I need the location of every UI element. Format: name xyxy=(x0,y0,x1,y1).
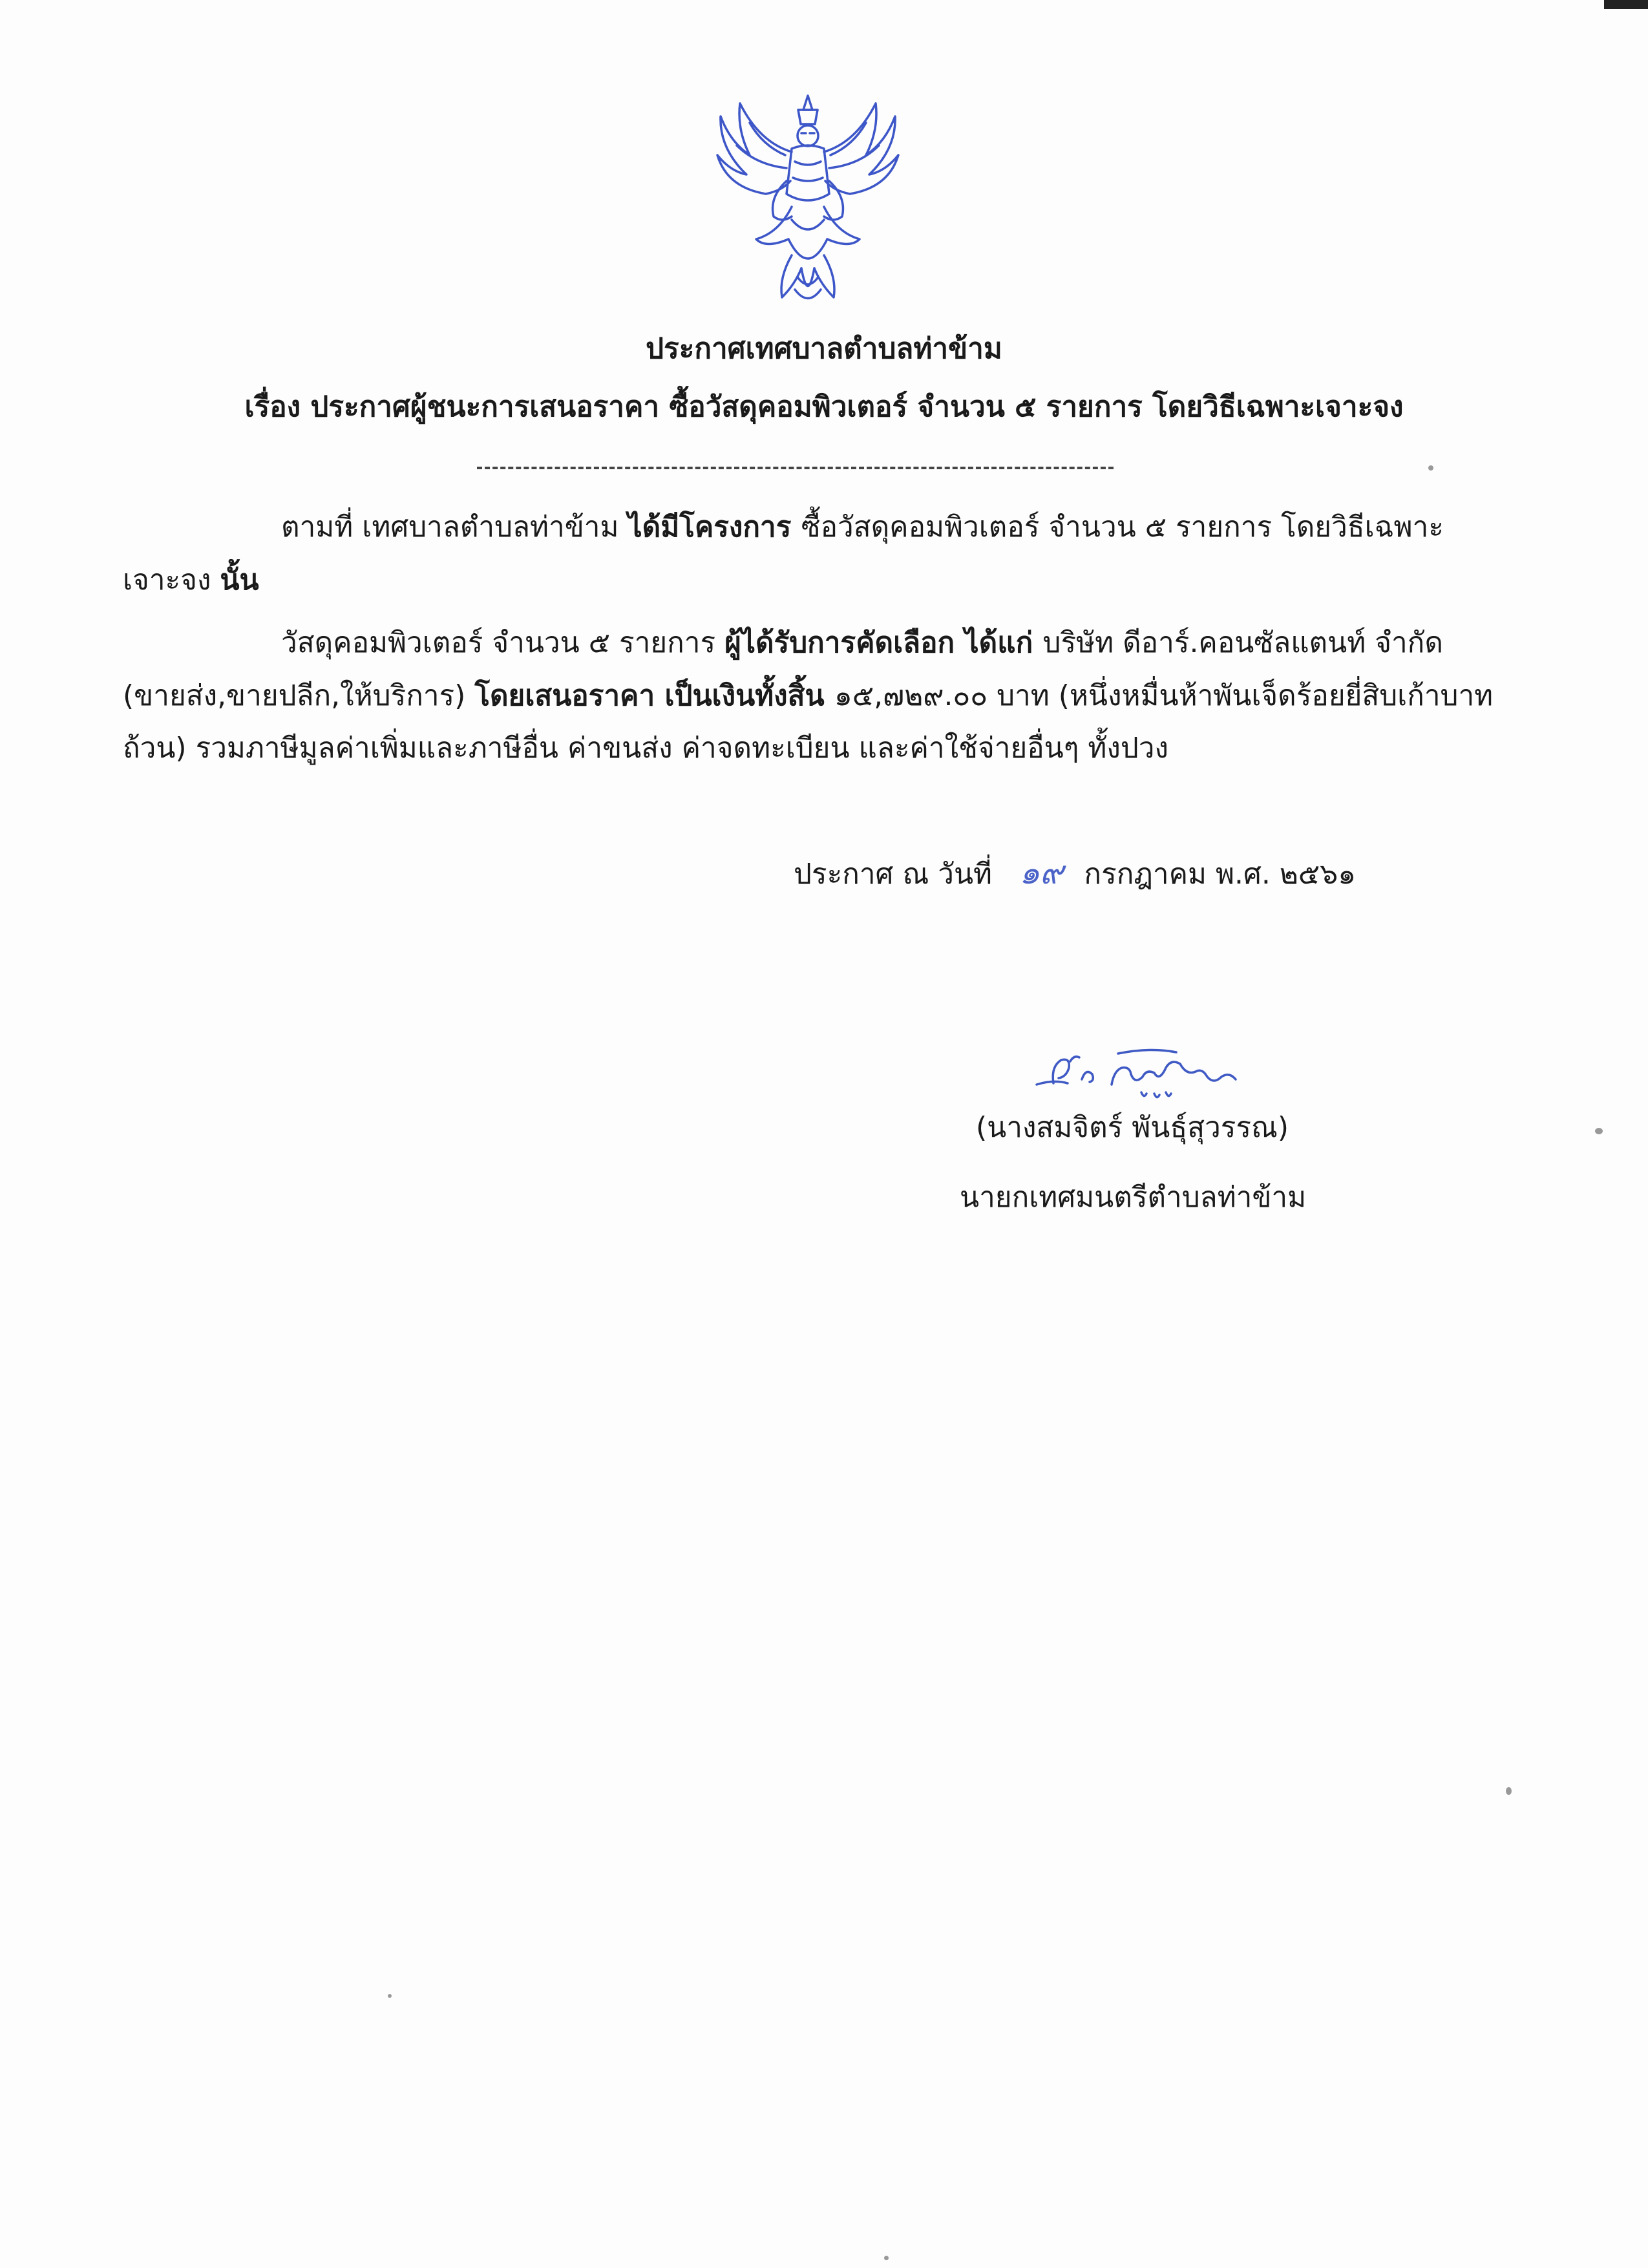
signatory-name: (นางสมจิตร์ พันธุ์สุวรรณ) xyxy=(976,1111,1289,1144)
garuda-emblem-icon xyxy=(701,84,914,317)
date-month-year: กรกฎาคม พ.ศ. ๒๕๖๑ xyxy=(1084,858,1357,891)
scan-speck xyxy=(1506,1787,1512,1795)
paragraph-2-line-1 xyxy=(281,624,1443,662)
para1-text-c: ซื้อวัสดุคอมพิวเตอร์ จำนวน ๕ รายการ โดยวิธีเฉพาะ xyxy=(801,511,1444,544)
scan-speck xyxy=(1595,1128,1603,1134)
date-prefix: ประกาศ ณ วันที่ xyxy=(794,858,993,891)
scan-speck xyxy=(1428,465,1433,471)
date-day-handwritten: ๑๙ xyxy=(1019,854,1064,891)
paragraph-2-line-3: ถ้วน) รวมภาษีมูลค่าเพิ่มและภาษีอื่น ค่าขนส่ง ค่าจดทะเบียน และค่าใช้จ่ายอื่นๆ ทั้งปวง xyxy=(123,732,1168,765)
title-divider xyxy=(477,467,1114,469)
para1-text-b: ได้มีโครงการ xyxy=(628,511,801,544)
paragraph-2-line-2 xyxy=(123,677,1493,715)
para1-text-a: ตามที่ เทศบาลตำบลท่าข้าม xyxy=(281,511,628,544)
paragraph-1-line-2 xyxy=(123,561,259,600)
paragraph-1-line-1 xyxy=(281,508,1444,547)
scan-edge-mark xyxy=(1604,0,1648,9)
scan-speck xyxy=(388,1994,392,1998)
para2-text-b: ผู้ได้รับการคัดเลือก ได้แก่ xyxy=(724,626,1043,659)
document-subject: เรื่อง ประกาศผู้ชนะการเสนอราคา ซื้อวัสดุคอมพิวเตอร์ จำนวน ๕ รายการ โดยวิธีเฉพาะเจาะจง xyxy=(244,390,1404,423)
handwritten-signature xyxy=(1028,1034,1241,1105)
scan-speck xyxy=(884,2256,889,2260)
para1-text-e: นั้น xyxy=(220,564,259,597)
announcement-date xyxy=(794,853,1356,894)
para2-text-a: วัสดุคอมพิวเตอร์ จำนวน ๕ รายการ xyxy=(281,626,725,659)
para2-text-d: (ขายส่ง,ขายปลีก,ให้บริการ) xyxy=(123,679,475,712)
signatory-position: นายกเทศมนตรีตำบลท่าข้าม xyxy=(960,1181,1307,1214)
para2-text-c: บริษัท ดีอาร์.คอนซัลแตนท์ จำกัด xyxy=(1042,626,1443,659)
document-title: ประกาศเทศบาลตำบลท่าข้าม xyxy=(646,332,1002,365)
para2-text-e: โดยเสนอราคา เป็นเงินทั้งสิ้น xyxy=(474,679,834,712)
para2-text-f: ๑๕,๗๒๙.๐๐ บาท (หนึ่งหมื่นห้าพันเจ็ดร้อยยี่สิบเก้าบาท xyxy=(834,679,1494,712)
para1-text-d: เจาะจง xyxy=(123,564,220,597)
